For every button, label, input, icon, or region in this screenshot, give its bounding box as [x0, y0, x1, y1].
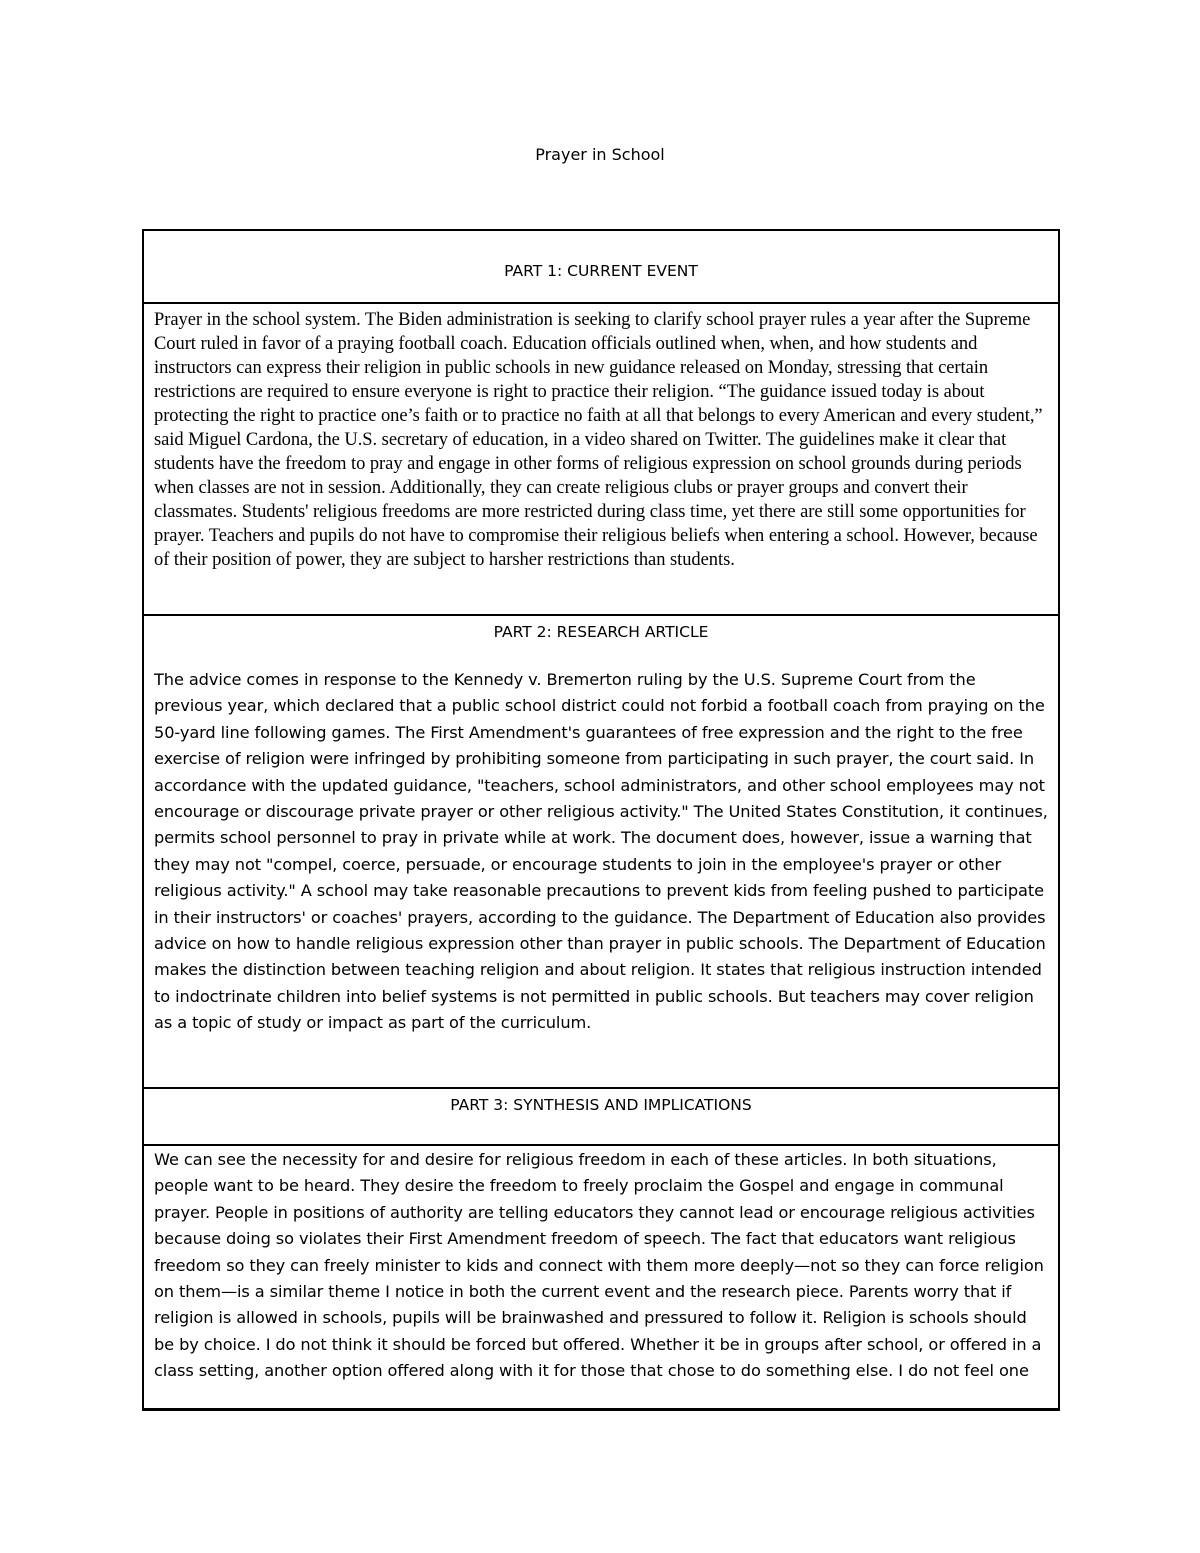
part2-heading: PART 2: RESEARCH ARTICLE	[493, 623, 709, 641]
part3-heading: PART 3: SYNTHESIS AND IMPLICATIONS	[450, 1096, 752, 1114]
divider	[144, 1144, 1058, 1146]
assignment-table	[142, 229, 1060, 1411]
part2-body: The advice comes in response to the Kennedy v. Bremerton ruling by the U.S. Supreme Court from the previous year, which declared that a public school district could not forbid a football coach from praying on the 50-yard line following games. The First Amendment's guarantees of free expression and the right to the free exercise of religion were infringed by prohibiting someone from participating in such prayer, the court said. In accordance with the updated guidance, "teachers, school administrators, and other school employees may not encourage or discourage private prayer or other religious activity." The United States Constitution, it continues, permits school personnel to pray in private while at work. The document does, however, issue a warning that they may not "compel, coerce, persuade, or encourage students to join in the employee's prayer or other religious activity." A school may take reasonable precautions to prevent kids from feeling pushed to participate in their instructors' or coaches' prayers, according to the guidance. The Department of Education also provides advice on how to handle religious expression other than prayer in public schools. The Department of Education makes the distinction between teaching religion and about religion. It states that religious instruction intended to indoctrinate children into belief systems is not permitted in public schools. But teachers may cover religion as a topic of study or impact as part of the curriculum.	[154, 670, 1048, 1033]
part3-body: We can see the necessity for and desire for religious freedom in each of these articles. In both situations, people want to be heard. They desire the freedom to freely proclaim the Gospel and engage in communal prayer. People in positions of authority are telling educators they cannot lead or encourage religious activities because doing so violates their First Amendment freedom of speech. The fact that educators want religious freedom so they can freely minister to kids and connect with them more deeply—not so they can force religion on them—is a similar theme I notice in both the current event and the research piece. Parents worry that if religion is allowed in schools, pupils will be brainwashed and pressured to follow it. Religion is schools should be by choice. I do not think it should be forced but offered. Whether it be in groups after school, or offered in a class setting, another option offered along with it for those that chose to do something else. I do not feel one	[154, 1150, 1044, 1381]
document-title: Prayer in School	[535, 145, 665, 164]
part1-heading: PART 1: CURRENT EVENT	[504, 262, 698, 280]
part1-body: Prayer in the school system. The Biden administration is seeking to clarify school prayer rules a year after the Supreme Court ruled in favor of a praying football coach. Education officials outlined when, when, and how students and instructors can express their religion in public schools in new guidance released on Monday, stressing that certain restrictions are required to ensure everyone is right to practice their religion. “The guidance issued today is about protecting the right to practice one’s faith or to practice no faith at all that belongs to every American and every student,” said Miguel Cardona, the U.S. secretary of education, in a video shared on Twitter. The guidelines make it clear that students have the freedom to pray and engage in other forms of religious expression on school grounds during periods when classes are not in session. Additionally, they can create religious clubs or prayer groups and convert their classmates. Students' religious freedoms are more restricted during class time, yet there are still some opportunities for prayer. Teachers and pupils do not have to compromise their religious beliefs when entering a school. However, because of their position of power, they are subject to harsher restrictions than students.	[154, 310, 1043, 570]
